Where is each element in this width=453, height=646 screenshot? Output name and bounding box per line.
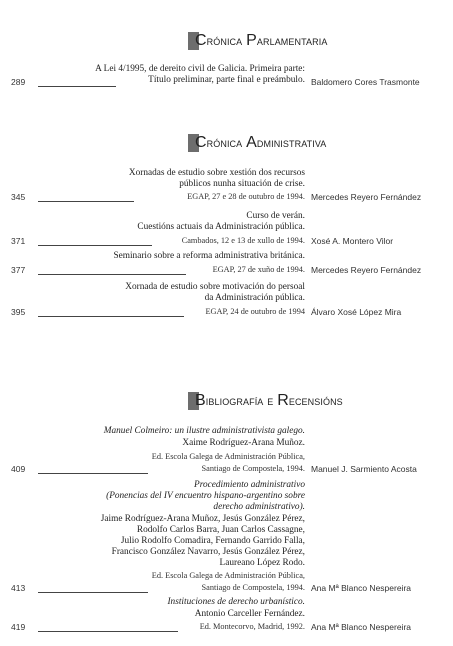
- section-title: Crónica Parlamentaria: [195, 32, 328, 49]
- dot-leader: [38, 86, 116, 87]
- page-number: 371: [11, 236, 26, 246]
- section-title: Bibliografía e Recensións: [195, 392, 343, 409]
- entry-title-line: Xornadas de estudio sobre xestión dos recursos: [128, 168, 305, 178]
- entry-title-line: (Ponencias del IV encuentro hispano-argentino sobre: [106, 491, 305, 501]
- page-number: 289: [11, 77, 26, 87]
- entry-author-line: Jaime Rodríguez-Arana Muñoz, Jesús González Pérez,: [100, 514, 305, 524]
- entry-publisher-line: Santiago de Compostela, 1994.: [201, 583, 305, 592]
- page-number: 409: [11, 464, 26, 474]
- entry-author-line: Laureano López Rodo.: [219, 558, 305, 568]
- entry-author: Ana Mª Blanco Nespereira: [311, 583, 411, 593]
- entry-author-line: Antonio Carceller Fernández.: [194, 609, 305, 619]
- entry-title-line: Cuestións actuais da Administración pública.: [137, 222, 305, 232]
- entry-title-line: Instituciones de derecho urbanístico.: [167, 597, 305, 607]
- entry-title-line: Procedimiento administrativo: [194, 480, 305, 490]
- entry-author-line: Rodolfo Carlos Barra, Juan Carlos Cassagne,: [136, 525, 305, 535]
- dot-leader: [38, 245, 152, 246]
- entry-title-line: Seminario sobre a reforma administrativa británica.: [113, 251, 305, 261]
- dot-leader: [38, 274, 186, 275]
- entry-author-line: Francisco González Navarro, Jesús González Pérez,: [111, 547, 305, 557]
- entry-title-line: Manuel Colmeiro: un ilustre administrativista galego.: [103, 426, 305, 436]
- entry-venue-line: EGAP, 27 de xuño de 1994.: [212, 265, 305, 274]
- entry-author: Ana Mª Blanco Nespereira: [311, 622, 411, 632]
- entry-author: Álvaro Xosé López Mira: [311, 307, 402, 317]
- entry-author-line: Xaime Rodríguez-Arana Muñoz.: [182, 438, 305, 448]
- entry-author: Manuel J. Sarmiento Acosta: [311, 464, 417, 474]
- entry-venue-line: EGAP, 27 e 28 de outubro de 1994.: [187, 192, 305, 201]
- dot-leader: [38, 316, 184, 317]
- entry-title-line: públicos nunha situación de crise.: [179, 179, 305, 189]
- entry-publisher-line: Ed. Montecorvo, Madrid, 1992.: [199, 622, 305, 631]
- entry-author: Mercedes Reyero Fernández: [311, 192, 422, 202]
- dot-leader: [38, 631, 178, 632]
- entry-venue-line: Cambados, 12 e 13 de xullo de 1994.: [181, 236, 305, 245]
- page-number: 419: [11, 622, 26, 632]
- section-title: Crónica Administrativa: [195, 134, 327, 151]
- entry-publisher-line: Ed. Escola Galega de Administración Pública,: [151, 571, 305, 580]
- dot-leader: [38, 201, 134, 202]
- entry-title-line: da Administración pública.: [204, 293, 305, 303]
- page-number: 377: [11, 265, 26, 275]
- entry-title-line: Curso de verán.: [246, 211, 305, 221]
- entry-author: Baldomero Cores Trasmonte: [311, 77, 420, 87]
- entry-title-line: Xornada de estudio sobre motivación do persoal: [125, 282, 305, 292]
- page-number: 395: [11, 307, 26, 317]
- dot-leader: [38, 592, 148, 593]
- dot-leader: [38, 473, 148, 474]
- entry-title-line: derecho administrativo).: [213, 502, 305, 512]
- entry-venue-line: EGAP, 24 de outubro de 1994: [205, 307, 305, 316]
- entry-publisher-line: Ed. Escola Galega de Administración Pública,: [151, 452, 305, 461]
- page-number: 413: [11, 583, 26, 593]
- entry-title-line: Título preliminar, parte final e preámbulo.: [148, 75, 305, 85]
- entry-publisher-line: Santiago de Compostela, 1994.: [201, 464, 305, 473]
- page-number: 345: [11, 192, 26, 202]
- entry-title-line: A Lei 4/1995, de dereito civil de Galicia. Primeira parte:: [95, 64, 305, 74]
- entry-author-line: Julio Rodolfo Comadira, Fernando Garrido Falla,: [120, 536, 305, 546]
- entry-author: Mercedes Reyero Fernández: [311, 265, 422, 275]
- entry-author: Xosé A. Montero Vilor: [311, 236, 394, 246]
